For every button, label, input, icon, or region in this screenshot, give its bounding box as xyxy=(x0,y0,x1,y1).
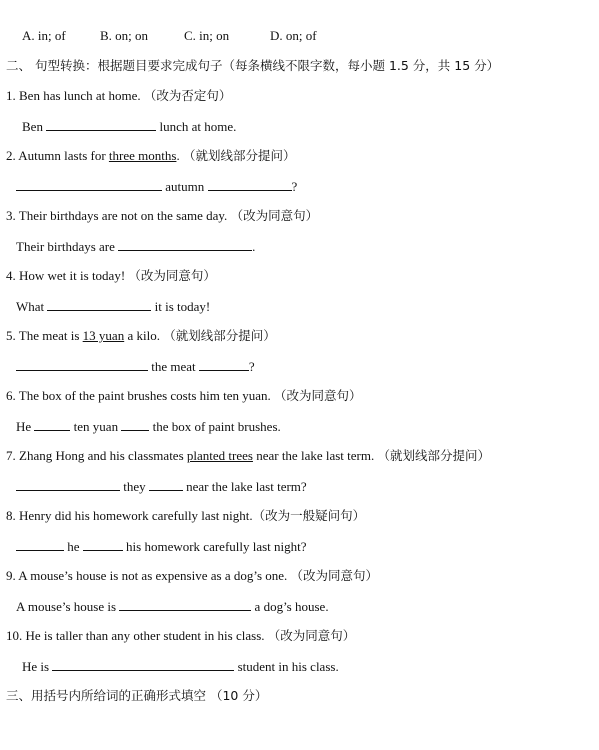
answer-8-part: he xyxy=(67,539,80,554)
question-3-text: 3. Their birthdays are not on the same day. xyxy=(6,208,231,223)
question-8-instruction: （改为一般疑问句） xyxy=(252,508,366,523)
answer-blank[interactable] xyxy=(52,658,234,671)
question-1-instruction: （改为否定句） xyxy=(143,88,232,103)
answer-4-part: it is today! xyxy=(154,299,211,314)
answer-5-part: ? xyxy=(248,359,255,374)
question-1-text: 1. Ben has lunch at home. xyxy=(6,88,144,103)
answer-8 xyxy=(16,538,307,555)
answer-blank[interactable] xyxy=(47,298,151,311)
question-4-instruction: （改为同意句） xyxy=(128,268,216,283)
question-7-instruction: （就划线部分提问） xyxy=(377,448,490,463)
answer-blank[interactable] xyxy=(16,538,64,551)
answer-1-part: lunch at home. xyxy=(159,119,237,134)
answer-blank[interactable] xyxy=(149,478,183,491)
question-10-text: 10. He is taller than any other student in his class. xyxy=(6,628,268,643)
question-2-instruction: （就划线部分提问） xyxy=(182,148,296,163)
option-b: B. on; on xyxy=(100,28,149,43)
answer-10 xyxy=(22,658,339,675)
section-2-title: 二、 句型转换：根据题目要求完成句子（每条横线不限字数，每小题 1.5 分，共 15 分） xyxy=(6,58,500,73)
question-6 xyxy=(6,388,362,404)
answer-blank[interactable] xyxy=(199,358,249,371)
answer-blank[interactable] xyxy=(16,358,148,371)
question-7 xyxy=(6,448,490,464)
answer-4 xyxy=(16,298,210,315)
answer-2-part: autumn xyxy=(165,179,205,194)
question-2-text: . xyxy=(176,148,183,163)
options-row xyxy=(22,28,317,44)
answer-blank[interactable] xyxy=(119,598,251,611)
question-6-instruction: （改为同意句） xyxy=(274,388,362,403)
question-8-text: 8. Henry did his homework carefully last night. xyxy=(6,508,253,523)
answer-blank[interactable] xyxy=(121,418,149,431)
answer-6 xyxy=(16,418,281,435)
question-7-text: near the lake last term. xyxy=(252,448,378,463)
question-2-underlined: three months xyxy=(108,148,177,163)
question-9-text: 9. A mouse’s house is not as expensive as a dog’s one. xyxy=(6,568,291,583)
question-9-instruction: （改为同意句） xyxy=(290,568,379,583)
answer-9-part: a dog’s house. xyxy=(254,599,329,614)
question-3-instruction: （改为同意句） xyxy=(230,208,319,223)
question-10 xyxy=(6,628,355,644)
option-d: D. on; of xyxy=(270,28,317,43)
answer-blank[interactable] xyxy=(34,418,70,431)
answer-2-part: ? xyxy=(291,179,298,194)
answer-blank[interactable] xyxy=(46,118,156,131)
answer-8-part: his homework carefully last night? xyxy=(126,539,307,554)
option-a: A. in; of xyxy=(22,28,66,43)
answer-1 xyxy=(22,118,236,135)
question-2 xyxy=(6,148,295,164)
answer-3-part: . xyxy=(252,239,256,254)
answer-9-part: A mouse’s house is xyxy=(16,599,117,614)
question-2-text: 2. Autumn lasts for xyxy=(6,148,109,163)
answer-4-part: What xyxy=(16,299,45,314)
answer-6-part: ten yuan xyxy=(73,419,119,434)
question-10-instruction: （改为同意句） xyxy=(267,628,356,643)
question-8 xyxy=(6,508,365,524)
question-4 xyxy=(6,268,216,284)
answer-2 xyxy=(16,178,297,195)
question-5-text: a kilo. xyxy=(124,328,164,343)
question-1 xyxy=(6,88,231,104)
answer-7-part: they xyxy=(123,479,146,494)
answer-blank[interactable] xyxy=(16,478,120,491)
answer-10-part: student in his class. xyxy=(237,659,339,674)
answer-3-part: Their birthdays are xyxy=(16,239,115,254)
answer-7 xyxy=(16,478,307,495)
answer-6-part: the box of paint brushes. xyxy=(152,419,281,434)
answer-blank[interactable] xyxy=(16,178,162,191)
answer-blank[interactable] xyxy=(83,538,123,551)
section-3-title: 三、用括号内所给词的正确形式填空 （10 分） xyxy=(6,688,268,703)
answer-3 xyxy=(16,238,255,255)
question-9 xyxy=(6,568,378,584)
question-5-underlined: 13 yuan xyxy=(82,328,125,343)
question-4-text: 4. How wet it is today! xyxy=(6,268,129,283)
answer-5 xyxy=(16,358,255,375)
answer-6-part: He xyxy=(16,419,32,434)
answer-10-part: He is xyxy=(22,659,50,674)
option-c: C. in; on xyxy=(184,28,230,43)
answer-5-part: the meat xyxy=(151,359,196,374)
answer-blank[interactable] xyxy=(208,178,292,191)
question-5-text: 5. The meat is xyxy=(6,328,83,343)
answer-1-part: Ben xyxy=(22,119,43,134)
answer-7-part: near the lake last term? xyxy=(186,479,307,494)
answer-blank[interactable] xyxy=(118,238,252,251)
question-3 xyxy=(6,208,318,224)
question-5 xyxy=(6,328,276,344)
question-6-text: 6. The box of the paint brushes costs him ten yuan. xyxy=(6,388,275,403)
question-7-text: 7. Zhang Hong and his classmates xyxy=(6,448,187,463)
question-7-underlined: planted trees xyxy=(186,448,253,463)
answer-9 xyxy=(16,598,329,615)
question-5-instruction: （就划线部分提问） xyxy=(163,328,276,343)
